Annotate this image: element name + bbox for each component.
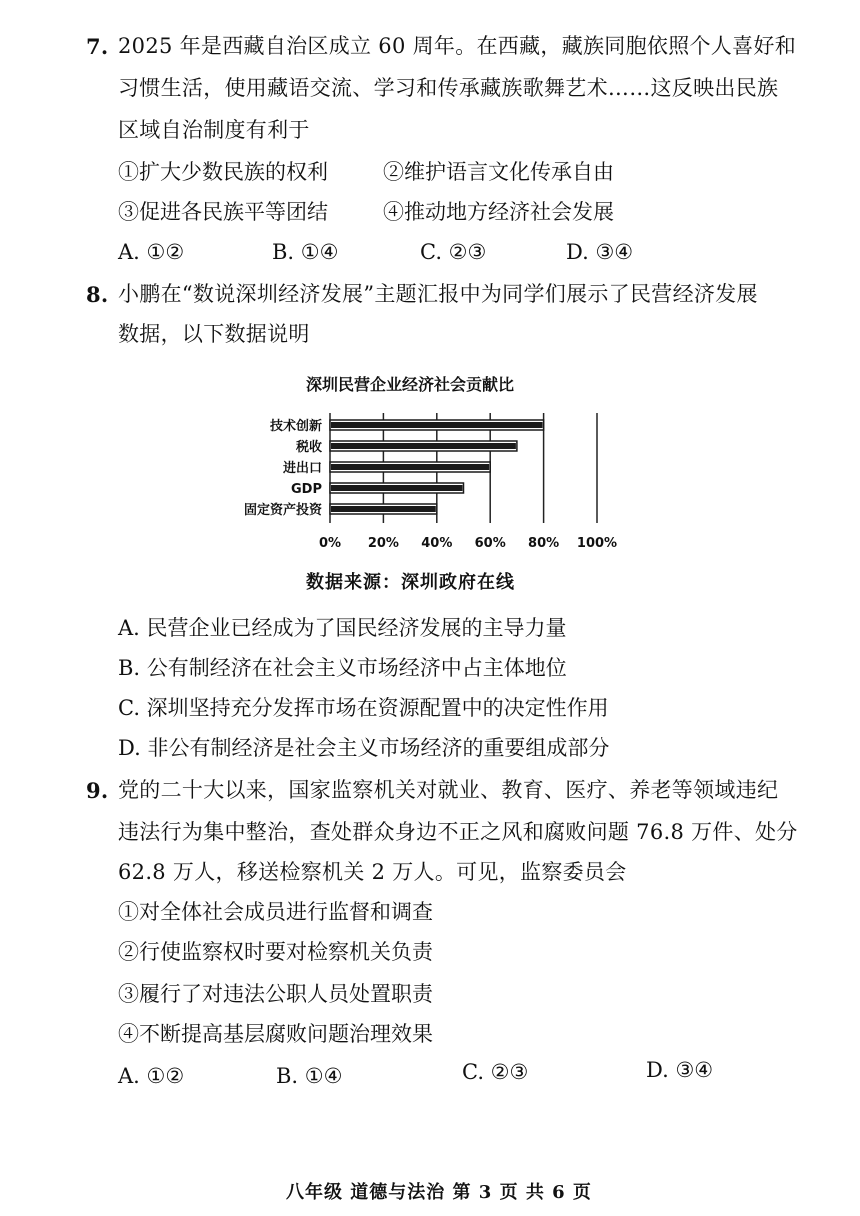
bar-chart	[0, 405, 860, 575]
q9-number: 9.	[86, 778, 109, 803]
q7-choice-a: A. ①②	[118, 240, 185, 264]
chart-source: 数据来源：深圳政府在线	[306, 572, 515, 593]
q8-stem-line-2: 数据，以下数据说明	[118, 322, 310, 346]
q7-choice-d: D. ③④	[566, 240, 634, 264]
q9-stem-line-1: 党的二十大以来，国家监察机关对就业、教育、医疗、养老等领域违纪	[118, 778, 779, 802]
q9-item-4: ④不断提高基层腐败问题治理效果	[118, 1022, 433, 1046]
q7-item-3: ③促进各民族平等团结	[118, 200, 328, 224]
q7-choice-b: B. ①④	[272, 240, 339, 264]
x-tick-label: 40%	[421, 536, 453, 551]
category-label: 固定资产投资	[243, 503, 322, 518]
x-tick-label: 60%	[474, 536, 506, 551]
q9-stem-line-2: 违法行为集中整治，查处群众身边不正之风和腐败问题 76.8 万件、处分	[118, 820, 798, 844]
bar-fill	[331, 506, 436, 512]
q9-stem-line-3: 62.8 万人，移送检察机关 2 万人。可见，监察委员会	[118, 860, 627, 884]
q9-choice-a: A. ①②	[118, 1064, 185, 1088]
q7-item-1: ①扩大少数民族的权利	[118, 160, 328, 184]
x-tick-label: 0%	[318, 536, 342, 551]
q8-choice-b: B. 公有制经济在社会主义市场经济中占主体地位	[118, 656, 567, 680]
bar-fill	[331, 485, 463, 491]
bar-fill	[331, 422, 543, 428]
q8-number: 8.	[86, 282, 109, 307]
x-tick-label: 80%	[528, 536, 560, 551]
category-label: 技术创新	[269, 419, 322, 434]
q7-number: 7.	[86, 34, 109, 59]
q8-stem-line-1: 小鹏在“数说深圳经济发展”主题汇报中为同学们展示了民营经济发展	[118, 282, 758, 306]
q9-item-3: ③履行了对违法公职人员处置职责	[118, 982, 433, 1006]
q8-choice-d: D. 非公有制经济是社会主义市场经济的重要组成部分	[118, 736, 610, 760]
page-footer: 八年级 道德与法治 第 3 页 共 6 页	[286, 1182, 592, 1203]
bar-fill	[331, 464, 489, 470]
chart-title: 深圳民营企业经济社会贡献比	[306, 375, 515, 394]
q9-choice-b: B. ①④	[276, 1064, 343, 1088]
q7-stem-line-2: 习惯生活，使用藏语交流、学习和传承藏族歌舞艺术……这反映出民族	[118, 76, 779, 100]
q9-item-2: ②行使监察权时要对检察机关负责	[118, 940, 433, 964]
q7-item-2: ②维护语言文化传承自由	[383, 160, 614, 184]
q9-choice-c: C. ②③	[462, 1060, 529, 1084]
q7-stem-line-1: 2025 年是西藏自治区成立 60 周年。在西藏，藏族同胞依照个人喜好和	[118, 34, 796, 58]
q7-item-4: ④推动地方经济社会发展	[383, 200, 614, 224]
q8-choice-a: A. 民营企业已经成为了国民经济发展的主导力量	[118, 616, 567, 640]
q7-stem-line-3: 区域自治制度有利于	[118, 118, 310, 142]
q8-choice-c: C. 深圳坚持充分发挥市场在资源配置中的决定性作用	[118, 696, 609, 720]
q9-choice-d: D. ③④	[646, 1058, 714, 1082]
q9-item-1: ①对全体社会成员进行监督和调查	[118, 900, 433, 924]
category-label: GDP	[291, 482, 322, 497]
category-label: 税收	[295, 440, 322, 455]
bar-fill	[331, 443, 516, 449]
x-tick-label: 100%	[576, 536, 618, 551]
category-label: 进出口	[282, 461, 322, 476]
x-tick-label: 20%	[367, 536, 399, 551]
q7-choice-c: C. ②③	[420, 240, 487, 264]
